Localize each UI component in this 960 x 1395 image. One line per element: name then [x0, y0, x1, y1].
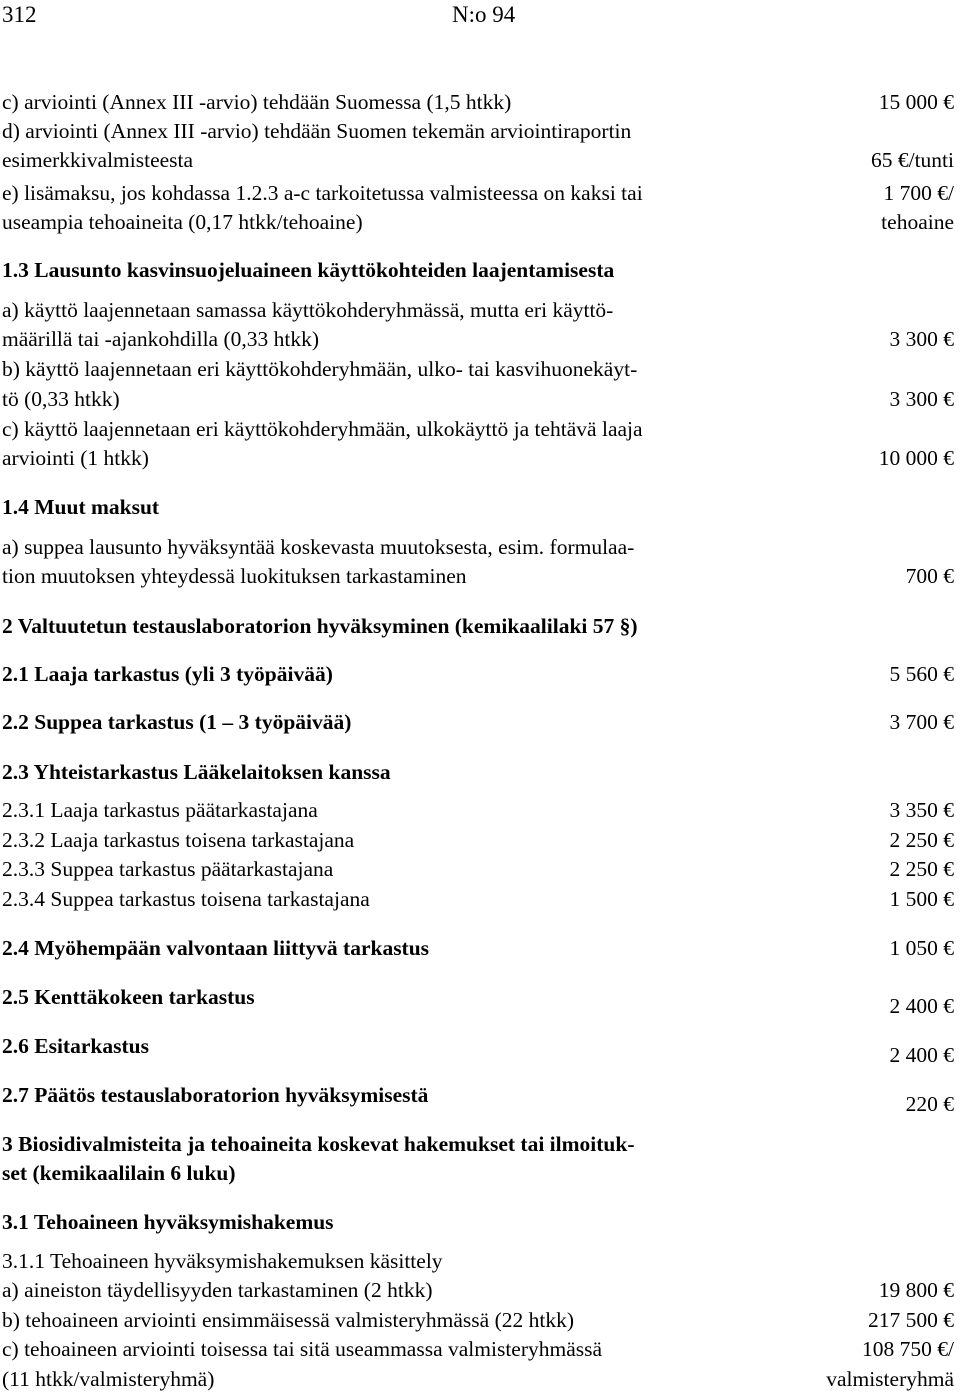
s13-b-line2: tö (0,33 htkk)	[2, 387, 120, 411]
s14-a-price: 700 €	[905, 564, 954, 588]
section-2-5-price: 2 400 €	[889, 994, 954, 1018]
section-3-heading-line1: 3 Biosidivalmisteita ja tehoaineita koskevat hakemukset tai ilmoituk-	[2, 1132, 635, 1156]
item-c-price: 15 000 €	[878, 90, 954, 114]
s311-c-price1: 108 750 €/	[862, 1337, 954, 1361]
section-2-4-label: 2.4 Myöhempään valvontaan liittyvä tarkastus	[2, 936, 430, 960]
s311-c-line1: c) tehoaineen arviointi toisessa tai sitä useammassa valmisteryhmässä	[2, 1337, 603, 1361]
s13-a-line1: a) käyttö laajennetaan samassa käyttökohderyhmässä, mutta eri käyttö-	[2, 298, 614, 322]
s13-c-price: 10 000 €	[878, 446, 954, 470]
section-2-5-label: 2.5 Kenttäkokeen tarkastus	[2, 985, 255, 1009]
section-2-4-price: 1 050 €	[889, 936, 954, 960]
s311-a-price: 19 800 €	[878, 1278, 954, 1302]
section-2-6-label: 2.6 Esitarkastus	[2, 1034, 149, 1058]
section-2-2-price: 3 700 €	[889, 710, 954, 734]
section-3-1-1-label: 3.1.1 Tehoaineen hyväksymishakemuksen käsittely	[2, 1249, 443, 1273]
section-2-3-1-price: 3 350 €	[889, 798, 954, 822]
issue-number: N:o 94	[452, 2, 516, 27]
section-2-3-2-price: 2 250 €	[889, 828, 954, 852]
item-d-price: 65 €/tunti	[870, 148, 954, 172]
section-2-3-2-label: 2.3.2 Laaja tarkastus toisena tarkastajana	[2, 828, 355, 852]
s13-b-line1: b) käyttö laajennetaan eri käyttökohderyhmään, ulko- tai kasvihuonekäyt-	[2, 357, 638, 381]
section-2-3-4-label: 2.3.4 Suppea tarkastus toisena tarkastajana	[2, 887, 370, 911]
s13-a-price: 3 300 €	[889, 327, 954, 351]
s13-c-line1: c) käyttö laajennetaan eri käyttökohderyhmään, ulkokäyttö ja tehtävä laaja	[2, 417, 643, 441]
s13-c-line2: arviointi (1 htkk)	[2, 446, 149, 470]
item-e-line1: e) lisämaksu, jos kohdassa 1.2.3 a-c tarkoitetussa valmisteessa on kaksi tai	[2, 181, 643, 205]
item-e-price2: tehoaine	[881, 210, 954, 234]
section-1-4-heading: 1.4 Muut maksut	[2, 495, 160, 519]
s13-a-line2: määrillä tai -ajankohdilla (0,33 htkk)	[2, 327, 320, 351]
page-number: 312	[2, 2, 37, 27]
section-2-1-price: 5 560 €	[889, 662, 954, 686]
section-3-heading-line2: set (kemikaalilain 6 luku)	[2, 1161, 236, 1185]
section-2-3-3-label: 2.3.3 Suppea tarkastus päätarkastajana	[2, 857, 334, 881]
s311-b-label: b) tehoaineen arviointi ensimmäisessä valmisteryhmässä (22 htkk)	[2, 1308, 574, 1332]
section-2-7-label: 2.7 Päätös testauslaboratorion hyväksymisestä	[2, 1083, 429, 1107]
section-2-6-price: 2 400 €	[889, 1043, 954, 1067]
item-e-price1: 1 700 €/	[883, 181, 954, 205]
section-1-3-heading: 1.3 Lausunto kasvinsuojeluaineen käyttökohteiden laajentamisesta	[2, 258, 615, 282]
section-2-7-price: 220 €	[905, 1092, 954, 1116]
section-2-3-3-price: 2 250 €	[889, 857, 954, 881]
s14-a-line1: a) suppea lausunto hyväksyntää koskevasta muutoksesta, esim. formulaa-	[2, 535, 635, 559]
s311-b-price: 217 500 €	[868, 1308, 954, 1332]
section-2-3-heading: 2.3 Yhteistarkastus Lääkelaitoksen kanssa	[2, 760, 391, 784]
s13-b-price: 3 300 €	[889, 387, 954, 411]
section-2-3-4-price: 1 500 €	[889, 887, 954, 911]
section-2-1-label: 2.1 Laaja tarkastus (yli 3 työpäivää)	[2, 662, 333, 686]
item-e-line2: useampia tehoaineita (0,17 htkk/tehoaine)	[2, 210, 363, 234]
item-d-line2: esimerkkivalmisteesta	[2, 148, 194, 172]
item-d-line1: d) arviointi (Annex III -arvio) tehdään Suomen tekemän arviointiraportin	[2, 119, 632, 143]
section-2-3-1-label: 2.3.1 Laaja tarkastus päätarkastajana	[2, 798, 318, 822]
section-2-heading: 2 Valtuutetun testauslaboratorion hyväksyminen (kemikaalilaki 57 §)	[2, 614, 638, 638]
s311-a-label: a) aineiston täydellisyyden tarkastaminen (2 htkk)	[2, 1278, 433, 1302]
section-3-1-heading: 3.1 Tehoaineen hyväksymishakemus	[2, 1210, 334, 1234]
section-2-2-label: 2.2 Suppea tarkastus (1 – 3 työpäivää)	[2, 710, 352, 734]
s311-c-price2: valmisteryhmä	[826, 1367, 954, 1391]
item-c-text: c) arviointi (Annex III -arvio) tehdään Suomessa (1,5 htkk)	[2, 90, 512, 114]
s14-a-line2: tion muutoksen yhteydessä luokituksen tarkastaminen	[2, 564, 467, 588]
s311-c-line2: (11 htkk/valmisteryhmä)	[2, 1367, 215, 1391]
